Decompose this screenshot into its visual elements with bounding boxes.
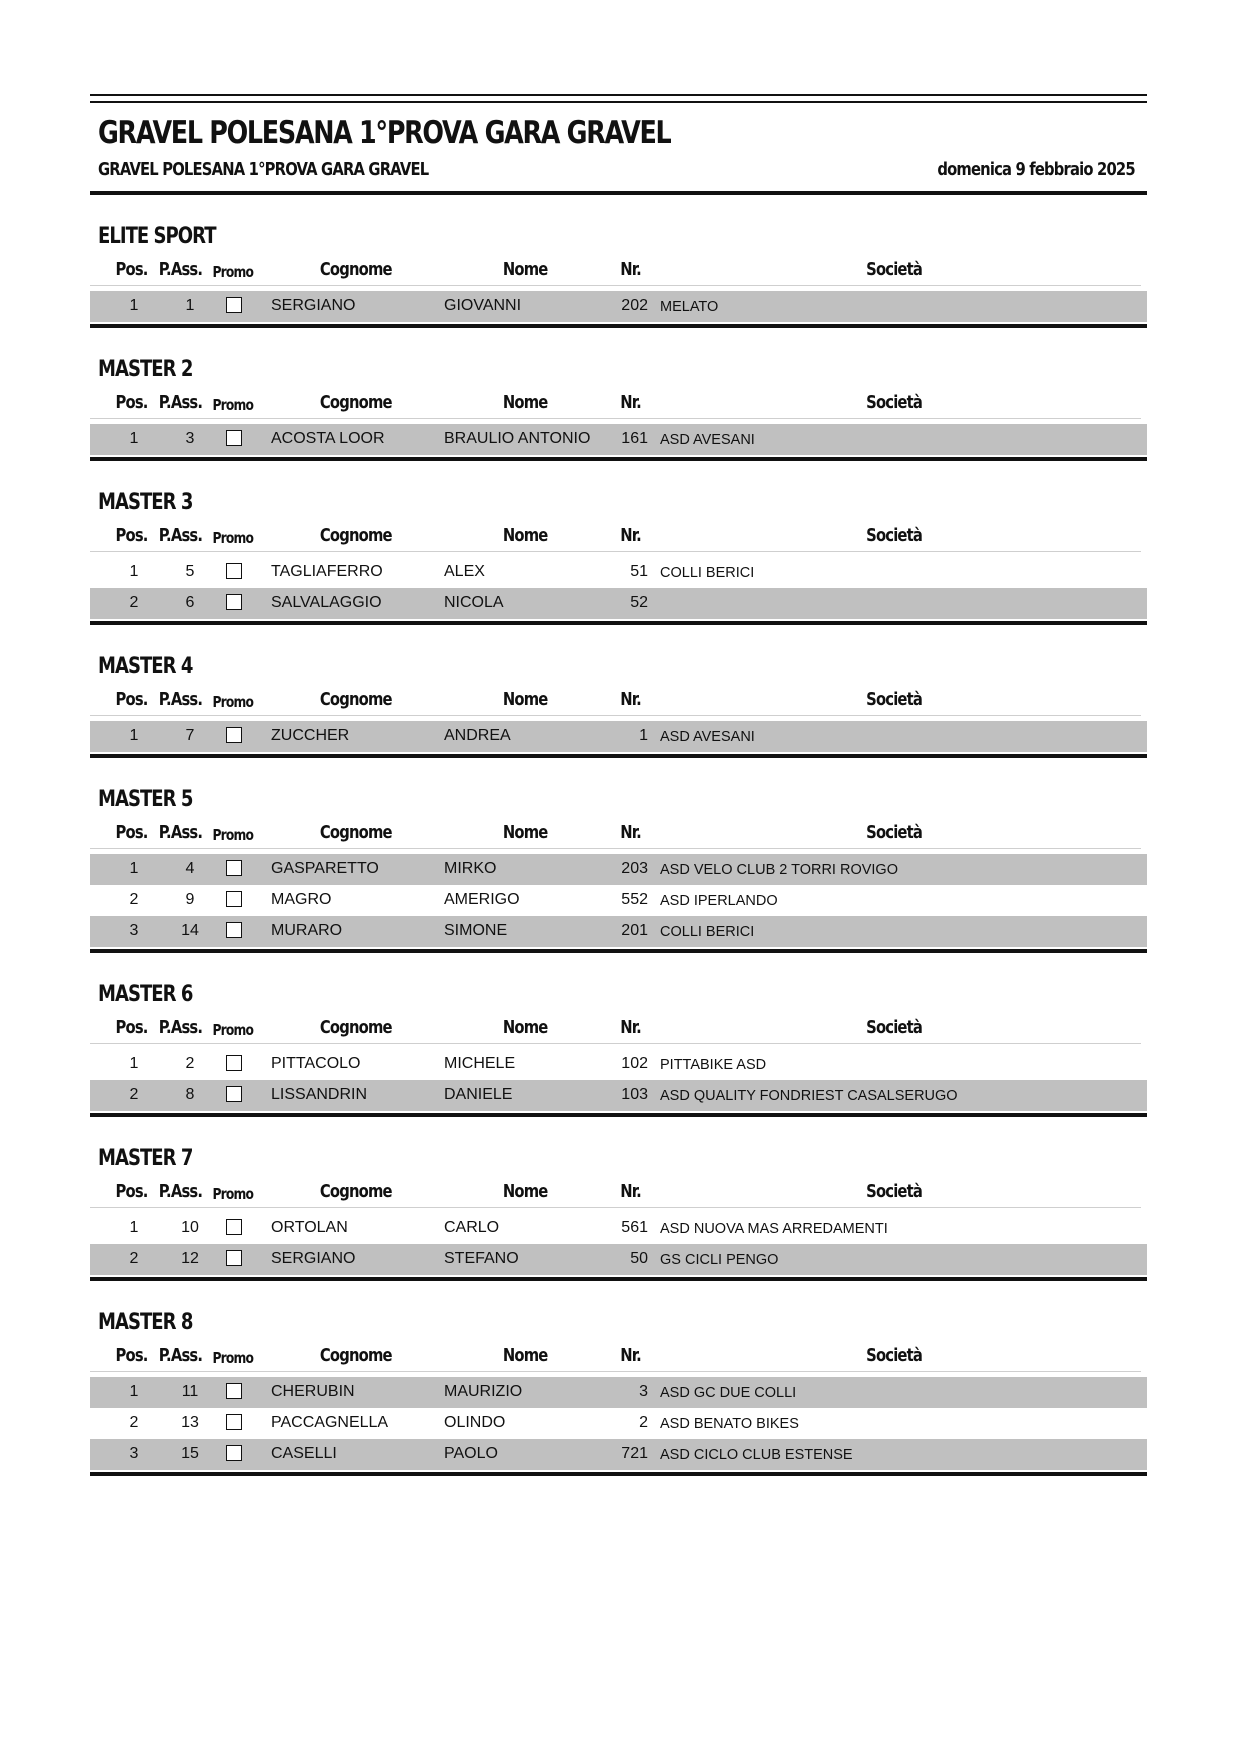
table-header <box>90 384 1141 419</box>
category-section <box>90 653 1147 758</box>
pass-cell: 10 <box>181 1219 199 1236</box>
nr-cell: 201 <box>621 922 648 939</box>
pass-cell: 6 <box>185 594 195 611</box>
table-row <box>90 1439 1147 1470</box>
col-pass: P.Ass. <box>158 689 203 710</box>
table-row <box>90 1408 1147 1439</box>
table-row <box>90 916 1147 947</box>
table-body <box>90 1049 1147 1111</box>
col-nr: Nr. <box>620 822 641 843</box>
col-promo: Promo <box>212 1349 254 1367</box>
col-pos: Pos. <box>115 1017 148 1038</box>
pos-cell: 1 <box>129 1219 139 1236</box>
col-pos: Pos. <box>115 259 148 280</box>
nome-cell: SIMONE <box>444 922 508 939</box>
nome-cell: ALEX <box>444 563 485 580</box>
subtitle-line <box>90 155 1147 185</box>
col-pos: Pos. <box>115 392 148 413</box>
cognome-cell: MAGRO <box>271 891 332 908</box>
table-header <box>90 681 1141 716</box>
nr-cell: 1 <box>639 727 648 744</box>
col-nr: Nr. <box>620 1345 641 1366</box>
cognome-cell: CHERUBIN <box>271 1383 355 1400</box>
col-societa: Società <box>866 1181 923 1202</box>
pass-cell: 4 <box>185 860 195 877</box>
nome-cell: PAOLO <box>444 1445 498 1462</box>
nome-cell: MAURIZIO <box>444 1383 523 1400</box>
col-pos: Pos. <box>115 1345 148 1366</box>
nr-cell: 103 <box>621 1086 648 1103</box>
pos-cell: 2 <box>129 1086 139 1103</box>
promo-checkbox[interactable] <box>226 1086 242 1102</box>
pos-cell: 1 <box>129 860 139 877</box>
table-header <box>90 251 1141 286</box>
section-end-rule <box>90 949 1147 953</box>
col-cognome: Cognome <box>319 259 392 280</box>
pos-cell: 1 <box>129 563 139 580</box>
promo-checkbox[interactable] <box>226 1219 242 1235</box>
table-header <box>90 517 1141 552</box>
pass-cell: 2 <box>185 1055 195 1072</box>
table-header <box>90 1173 1141 1208</box>
nr-cell: 52 <box>630 594 648 611</box>
section-end-rule <box>90 1472 1147 1476</box>
nome-cell: GIOVANNI <box>444 297 522 314</box>
table-row <box>90 721 1147 752</box>
cognome-cell: TAGLIAFERRO <box>271 563 383 580</box>
col-pos: Pos. <box>115 689 148 710</box>
table-row <box>90 1049 1147 1080</box>
col-promo: Promo <box>212 826 254 844</box>
col-nome: Nome <box>502 689 548 710</box>
nr-cell: 561 <box>621 1219 648 1236</box>
col-nome: Nome <box>502 525 548 546</box>
societa-cell: COLLI BERICI <box>660 924 755 940</box>
cognome-cell: PITTACOLO <box>271 1055 361 1072</box>
section-end-rule <box>90 754 1147 758</box>
table-row <box>90 854 1147 885</box>
col-promo: Promo <box>212 396 254 414</box>
table-body <box>90 424 1147 455</box>
category-title: MASTER 6 <box>98 982 193 1007</box>
pass-cell: 12 <box>181 1250 199 1267</box>
table-body <box>90 1377 1147 1470</box>
societa-cell: ASD CICLO CLUB ESTENSE <box>660 1447 853 1463</box>
top-double-rule <box>90 94 1147 103</box>
cognome-cell: ORTOLAN <box>271 1219 348 1236</box>
nr-cell: 203 <box>621 860 648 877</box>
col-societa: Società <box>866 525 923 546</box>
nr-cell: 161 <box>621 430 648 447</box>
promo-checkbox[interactable] <box>226 727 242 743</box>
promo-checkbox[interactable] <box>226 1414 242 1430</box>
col-pass: P.Ass. <box>158 259 203 280</box>
col-nome: Nome <box>502 822 548 843</box>
table-body <box>90 291 1147 322</box>
col-nome: Nome <box>502 259 548 280</box>
category-section <box>90 981 1147 1117</box>
table-row <box>90 885 1147 916</box>
col-nr: Nr. <box>620 1017 641 1038</box>
section-end-rule <box>90 1277 1147 1281</box>
societa-cell: PITTABIKE ASD <box>660 1057 767 1073</box>
category-title: MASTER 4 <box>98 654 193 679</box>
nr-cell: 202 <box>621 297 648 314</box>
col-cognome: Cognome <box>319 392 392 413</box>
page-title: GRAVEL POLESANA 1°PROVA GARA GRAVEL <box>98 115 671 151</box>
pass-cell: 8 <box>185 1086 195 1103</box>
section-end-rule <box>90 457 1147 461</box>
category-section <box>90 1145 1147 1281</box>
promo-checkbox[interactable] <box>226 891 242 907</box>
pos-cell: 1 <box>129 727 139 744</box>
promo-checkbox[interactable] <box>226 594 242 610</box>
category-title: MASTER 8 <box>98 1310 193 1335</box>
nome-cell: BRAULIO ANTONIO <box>444 430 591 447</box>
cognome-cell: LISSANDRIN <box>271 1086 368 1103</box>
event-date: domenica 9 febbraio 2025 <box>937 159 1135 180</box>
col-nome: Nome <box>502 1017 548 1038</box>
nome-cell: AMERIGO <box>444 891 520 908</box>
table-row <box>90 588 1147 619</box>
col-promo: Promo <box>212 1021 254 1039</box>
cognome-cell: SERGIANO <box>271 297 356 314</box>
category-section <box>90 356 1147 461</box>
col-pass: P.Ass. <box>158 392 203 413</box>
col-pass: P.Ass. <box>158 822 203 843</box>
col-nr: Nr. <box>620 1181 641 1202</box>
pass-cell: 15 <box>181 1445 199 1462</box>
col-societa: Società <box>866 392 923 413</box>
societa-cell: ASD AVESANI <box>660 432 755 448</box>
col-pass: P.Ass. <box>158 1345 203 1366</box>
pos-cell: 1 <box>129 1383 139 1400</box>
table-header <box>90 814 1141 849</box>
category-section <box>90 489 1147 625</box>
promo-checkbox[interactable] <box>226 563 242 579</box>
table-header <box>90 1009 1141 1044</box>
pass-cell: 5 <box>185 563 195 580</box>
category-title: MASTER 2 <box>98 357 193 382</box>
promo-checkbox[interactable] <box>226 1383 242 1399</box>
nome-cell: NICOLA <box>444 594 504 611</box>
category-title: MASTER 5 <box>98 787 193 812</box>
col-cognome: Cognome <box>319 689 392 710</box>
societa-cell: GS CICLI PENGO <box>660 1252 779 1268</box>
col-nome: Nome <box>502 392 548 413</box>
promo-checkbox[interactable] <box>226 430 242 446</box>
table-row <box>90 291 1147 322</box>
nr-cell: 552 <box>621 891 648 908</box>
nr-cell: 2 <box>639 1414 648 1431</box>
cognome-cell: ACOSTA LOOR <box>271 430 385 447</box>
table-header <box>90 1337 1141 1372</box>
header-rule <box>90 191 1147 195</box>
col-cognome: Cognome <box>319 525 392 546</box>
col-pos: Pos. <box>115 525 148 546</box>
col-cognome: Cognome <box>319 1181 392 1202</box>
nome-cell: DANIELE <box>444 1086 513 1103</box>
col-pass: P.Ass. <box>158 525 203 546</box>
pass-cell: 9 <box>185 891 195 908</box>
section-end-rule <box>90 324 1147 328</box>
section-end-rule <box>90 621 1147 625</box>
pos-cell: 1 <box>129 430 139 447</box>
col-societa: Società <box>866 1017 923 1038</box>
cognome-cell: SERGIANO <box>271 1250 356 1267</box>
table-row <box>90 1377 1147 1408</box>
pos-cell: 2 <box>129 1250 139 1267</box>
table-body <box>90 854 1147 947</box>
col-promo: Promo <box>212 693 254 711</box>
pos-cell: 1 <box>129 297 139 314</box>
results-page <box>90 94 1147 1476</box>
pass-cell: 14 <box>181 922 199 939</box>
table-body <box>90 721 1147 752</box>
promo-checkbox[interactable] <box>226 1055 242 1071</box>
col-societa: Società <box>866 1345 923 1366</box>
societa-cell: ASD GC DUE COLLI <box>660 1385 797 1401</box>
cognome-cell: ZUCCHER <box>271 727 350 744</box>
col-promo: Promo <box>212 263 254 281</box>
col-pass: P.Ass. <box>158 1181 203 1202</box>
societa-cell: COLLI BERICI <box>660 565 755 581</box>
promo-checkbox[interactable] <box>226 297 242 313</box>
table-row <box>90 424 1147 455</box>
table-body <box>90 557 1147 619</box>
nome-cell: MICHELE <box>444 1055 516 1072</box>
col-cognome: Cognome <box>319 822 392 843</box>
table-row <box>90 1080 1147 1111</box>
nome-cell: ANDREA <box>444 727 511 744</box>
nr-cell: 721 <box>621 1445 648 1462</box>
col-promo: Promo <box>212 1185 254 1203</box>
col-pass: P.Ass. <box>158 1017 203 1038</box>
category-title: MASTER 3 <box>98 490 193 515</box>
col-societa: Società <box>866 689 923 710</box>
nome-cell: OLINDO <box>444 1414 506 1431</box>
pass-cell: 13 <box>181 1414 199 1431</box>
cognome-cell: MURARO <box>271 922 343 939</box>
nr-cell: 102 <box>621 1055 648 1072</box>
societa-cell: ASD IPERLANDO <box>660 893 778 909</box>
nome-cell: MIRKO <box>444 860 497 877</box>
pass-cell: 1 <box>185 297 195 314</box>
col-cognome: Cognome <box>319 1345 392 1366</box>
section-end-rule <box>90 1113 1147 1117</box>
col-promo: Promo <box>212 529 254 547</box>
col-nome: Nome <box>502 1345 548 1366</box>
promo-checkbox[interactable] <box>226 1445 242 1461</box>
category-title: MASTER 7 <box>98 1146 193 1171</box>
col-nr: Nr. <box>620 392 641 413</box>
nr-cell: 51 <box>630 563 648 580</box>
promo-checkbox[interactable] <box>226 922 242 938</box>
pos-cell: 1 <box>129 1055 139 1072</box>
col-societa: Società <box>866 259 923 280</box>
table-body <box>90 1213 1147 1275</box>
table-row <box>90 1213 1147 1244</box>
pos-cell: 2 <box>129 891 139 908</box>
promo-checkbox[interactable] <box>226 1250 242 1266</box>
pos-cell: 3 <box>129 1445 139 1462</box>
nr-cell: 3 <box>639 1383 648 1400</box>
col-pos: Pos. <box>115 822 148 843</box>
col-nr: Nr. <box>620 259 641 280</box>
category-sections <box>90 223 1147 1476</box>
pass-cell: 11 <box>181 1383 199 1400</box>
event-subtitle: GRAVEL POLESANA 1°PROVA GARA GRAVEL <box>98 159 429 180</box>
nome-cell: STEFANO <box>444 1250 519 1267</box>
pass-cell: 3 <box>185 430 195 447</box>
societa-cell: MELATO <box>660 299 719 315</box>
societa-cell: ASD QUALITY FONDRIEST CASALSERUGO <box>660 1088 958 1104</box>
pos-cell: 2 <box>129 1414 139 1431</box>
cognome-cell: SALVALAGGIO <box>271 594 382 611</box>
pos-cell: 2 <box>129 594 139 611</box>
category-section <box>90 1309 1147 1476</box>
pos-cell: 3 <box>129 922 139 939</box>
societa-cell: ASD BENATO BIKES <box>660 1416 799 1432</box>
pass-cell: 7 <box>185 727 195 744</box>
nome-cell: CARLO <box>444 1219 500 1236</box>
cognome-cell: GASPARETTO <box>271 860 379 877</box>
cognome-cell: PACCAGNELLA <box>271 1414 389 1431</box>
category-section <box>90 786 1147 953</box>
col-nr: Nr. <box>620 525 641 546</box>
societa-cell: ASD VELO CLUB 2 TORRI ROVIGO <box>660 862 898 878</box>
category-title: ELITE SPORT <box>98 224 216 249</box>
col-pos: Pos. <box>115 1181 148 1202</box>
col-nr: Nr. <box>620 689 641 710</box>
nr-cell: 50 <box>630 1250 648 1267</box>
category-section <box>90 223 1147 328</box>
col-cognome: Cognome <box>319 1017 392 1038</box>
societa-cell: ASD NUOVA MAS ARREDAMENTI <box>660 1221 888 1237</box>
col-nome: Nome <box>502 1181 548 1202</box>
promo-checkbox[interactable] <box>226 860 242 876</box>
cognome-cell: CASELLI <box>271 1445 337 1462</box>
table-row <box>90 557 1147 588</box>
col-societa: Società <box>866 822 923 843</box>
table-row <box>90 1244 1147 1275</box>
societa-cell: ASD AVESANI <box>660 729 755 745</box>
